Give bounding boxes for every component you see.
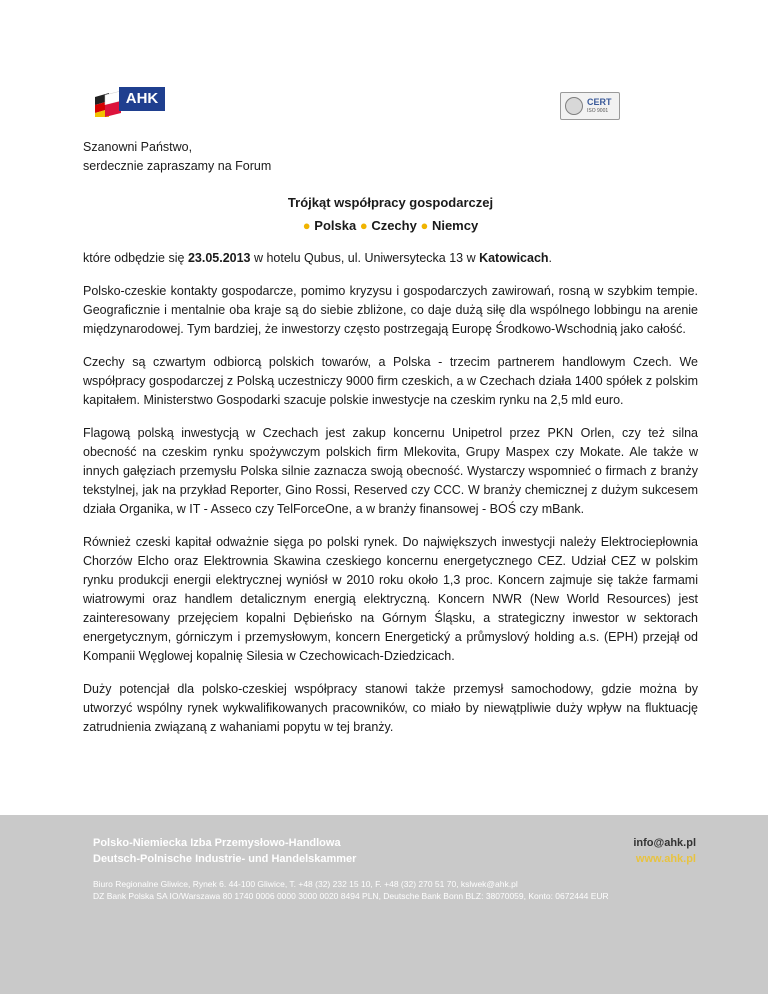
invitation-line: serdecznie zapraszamy na Forum	[83, 159, 272, 173]
footer	[0, 815, 768, 994]
paragraph: Czechy są czwartym odbiorcą polskich towarów, a Polska - trzecim partnerem handlowym Czech. We współpracy gospodarczej z Polską uczestniczy 9000 firm czeskich, a w Czechach działa 1400 spółek z polskim kapitałem. Ministerstwo Gospodarki szacuje polskie inwestycje na czeskim rynku na 2,5 mld euro.	[83, 355, 698, 407]
country-1: Polska	[314, 218, 357, 233]
footer-address: Biuro Regionalne Gliwice, Rynek 6. 44-100 Gliwice, T. +48 (32) 232 15 10, F. +48 (32) 270 51 70, kslwek@ahk.pl	[93, 879, 518, 889]
footer-org-de: Deutsch-Polnische Industrie- und Handelskammer	[93, 853, 357, 865]
paragraph: Duży potencjał dla polsko-czeskiej współpracy stanowi także przemysł samochodowy, gdzie można by utworzyć wspólny rynek wykwalifikowanych pracowników, co miało by niewątpliwie duży wpływ na fluktuację zatrudnienia związaną z wahaniami popytu w tej branży.	[83, 682, 698, 734]
bullet-icon: ●	[420, 218, 429, 233]
country-2: Czechy	[371, 218, 417, 233]
cert-seal-icon	[565, 97, 583, 115]
ahk-logo	[95, 87, 167, 117]
paragraph: Również czeski kapitał odważnie sięga po polski rynek. Do największych inwestycji należy Elektrociepłownia Chorzów Elcho oraz Elektrownia Skawina czeskiego koncernu energetycznego CEZ. Udział CEZ w polskim rynku produkcji energii elektrycznej wyniósł w 2010 roku około 1,3 proc. Koncern zajmuje się także farmami wiatrowymi oraz handlem detalicznym energią elektryczną. Koncern NWR (New World Resources) jest zainteresowany przejęciem kopalni Dębieńsko na Górnym Śląsku, a strategiczny inwestor w sektorach energetycznym, górniczym i przemysłowym, koncern Energetický a průmyslový holding a.s. (EPH) przejął od Kompanii Węglowej kopalnię Silesia w Czechowicach-Dziedzicach.	[83, 535, 698, 663]
greeting-line: Szanowni Państwo,	[83, 140, 193, 154]
forum-title: Trójkąt współpracy gospodarczej	[287, 195, 494, 210]
forum-countries	[83, 216, 698, 235]
event-details: które odbędzie się 23.05.2013 w hotelu Qubus, ul. Uniwersytecka 13 w Katowicach.	[83, 251, 553, 265]
footer-email-link[interactable]: info@ahk.pl	[633, 837, 696, 849]
bullet-icon: ●	[302, 218, 311, 233]
footer-org-pl: Polsko-Niemiecka Izba Przemysłowo-Handlowa	[93, 837, 341, 849]
footer-web-link[interactable]: www.ahk.pl	[635, 853, 696, 865]
bullet-icon: ●	[359, 218, 368, 233]
cert-logo-subtext: ISO 9001	[587, 108, 609, 114]
event-city: Katowicach	[479, 251, 549, 265]
country-3: Niemcy	[431, 218, 479, 233]
paragraph: Flagową polską inwestycją w Czechach jest zakup koncernu Unipetrol przez PKN Orlen, czy też silna obecność na czeskim rynku spożywczym polskich firm Mlekovita, Grupy Maspex czy Mokate. Ale także w innych gałęziach przemysłu Polska silnie zaznacza swoją obecność. Wystarczy wspomnieć o firmach z branży tekstylnej, jak na przykład Reporter, Gino Rossi, Reserved czy CCC. W branży chemicznej z dużym sukcesem działa Organika, w IT - Asseco czy TelForceOne, a w branży finansowej - BOŚ czy mBank.	[83, 426, 698, 516]
cert-logo-text: CERT	[587, 97, 612, 107]
letter-body	[83, 138, 698, 751]
flags-icon	[95, 91, 121, 117]
footer-bank-details: DZ Bank Polska SA IO/Warszawa 80 1740 0006 0000 3000 0020 8494 PLN, Deutsche Bank Bonn BLZ: 38070059, Konto: 0672444 EUR	[93, 891, 609, 901]
event-date: 23.05.2013	[187, 251, 251, 265]
cert-logo	[560, 92, 620, 120]
ahk-logo-text: AHK	[119, 87, 165, 111]
paragraph: Polsko-czeskie kontakty gospodarcze, pomimo kryzysu i gospodarczych zawirowań, rosną w szybkim tempie. Geograficznie i mentalnie oba kraje są do siebie zbliżone, co daje dużą siłę dla wspólnego lobbingu na arenie międzynarodowej. Tym bardziej, że inwestorzy często postrzegają Europę Środkowo-Wschodnią jako całość.	[83, 284, 698, 336]
